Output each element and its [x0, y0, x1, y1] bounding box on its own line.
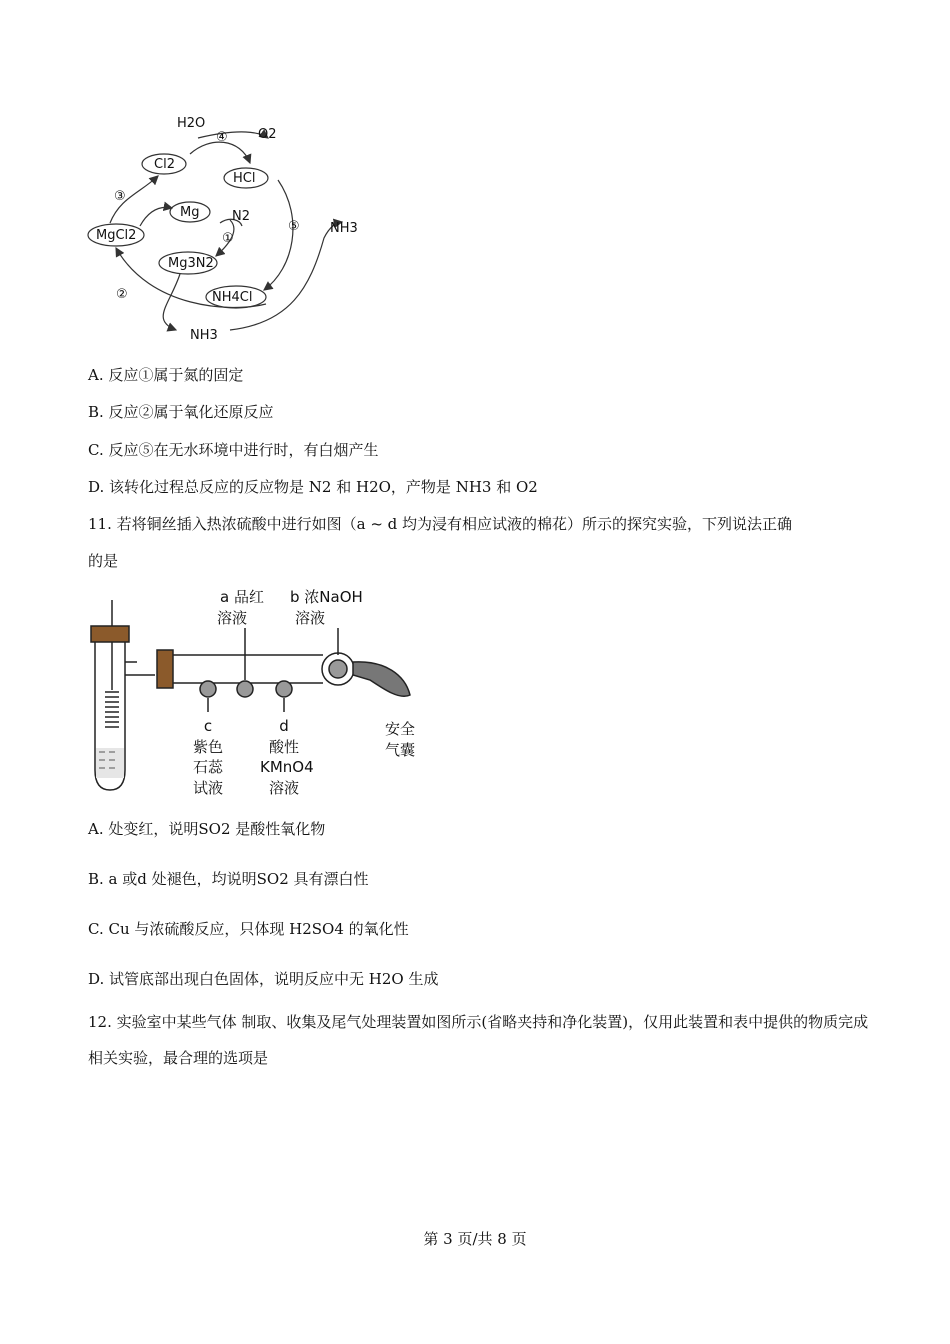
mgcl2-label: MgCl2 [96, 228, 137, 243]
cotton-d-label-line3: KMnO4 [260, 758, 314, 776]
cotton-d-label-line2: 酸性 [268, 738, 299, 756]
cotton-d-label-line1: d [279, 717, 289, 735]
cotton-c-label-line1: c [203, 717, 213, 735]
cotton-c-label-line4: 试液 [192, 779, 223, 797]
nh3-bottom-label: NH3 [190, 328, 218, 343]
q11-option-c: C. Cu 与浓硫酸反应，只体现 H2SO4 的氧化性 [88, 920, 409, 938]
hcl-label: HCl [233, 171, 256, 186]
q10-option-b: B. 反应②属于氧化还原反应 [88, 403, 274, 421]
mg-label: Mg [180, 205, 200, 220]
safety-bag-label-line2: 气囊 [384, 741, 415, 759]
reaction-3-label: ③ [114, 189, 126, 204]
q11-option-b: B. a 或d 处褪色，均说明SO2 具有漂白性 [88, 870, 369, 888]
cotton-a-label-line1: a 品红 [220, 588, 264, 606]
q11-stem-line2: 的是 [88, 552, 119, 570]
mg3n2-label: Mg3N2 [168, 256, 214, 271]
o2-label: O2 [258, 127, 277, 142]
q11-stem-line1: 11. 若将铜丝插入热浓硫酸中进行如图（a ~ d 均为浸有相应试液的棉花）所示的探究实验，下列说法正确 [88, 515, 793, 533]
nh4cl-label: NH4Cl [212, 290, 253, 305]
cotton-c-label-line2: 紫色 [192, 738, 223, 756]
reaction-4-label: ④ [216, 130, 228, 145]
q11-option-d: D. 试管底部出现白色固体，说明反应中无 H2O 生成 [88, 970, 439, 988]
q11-apparatus-diagram [85, 600, 425, 800]
q10-option-d: D. 该转化过程总反应的反应物是 N2 和 H2O，产物是 NH3 和 O2 [88, 478, 538, 496]
n2-label: N2 [232, 209, 250, 224]
safety-bag-label-line1: 安全 [384, 720, 415, 738]
cl2-label: Cl2 [154, 157, 175, 172]
nh3-right-label: NH3 [330, 221, 358, 236]
reaction-5-label: ⑤ [288, 219, 300, 234]
cotton-b-label-line1: b 浓NaOH [290, 588, 363, 606]
cotton-b-label-line2: 溶液 [294, 609, 325, 627]
cotton-c-label-line3: 石蕊 [192, 758, 223, 776]
q10-option-a: A. 反应①属于氮的固定 [88, 366, 244, 384]
reaction-2-label: ② [116, 287, 128, 302]
cotton-a-label-line2: 溶液 [216, 609, 247, 627]
page-footer: 第 3 页/共 8 页 [423, 1230, 527, 1248]
q10-option-c: C. 反应⑤在无水环境中进行时，有白烟产生 [88, 441, 379, 459]
reaction-1-label: ① [222, 231, 234, 246]
q11-option-a: A. 处变红，说明SO2 是酸性氧化物 [88, 820, 326, 838]
q12-stem: 12. 实验室中某些气体 制取、收集及尾气处理装置如图所示(省略夹持和净化装置)，仅用此装置和表中提供的物质完成相关实验，最合理的选项是 [88, 1013, 869, 1067]
cotton-d-label-line4: 溶液 [268, 779, 299, 797]
h2o-label: H2O [177, 116, 206, 131]
